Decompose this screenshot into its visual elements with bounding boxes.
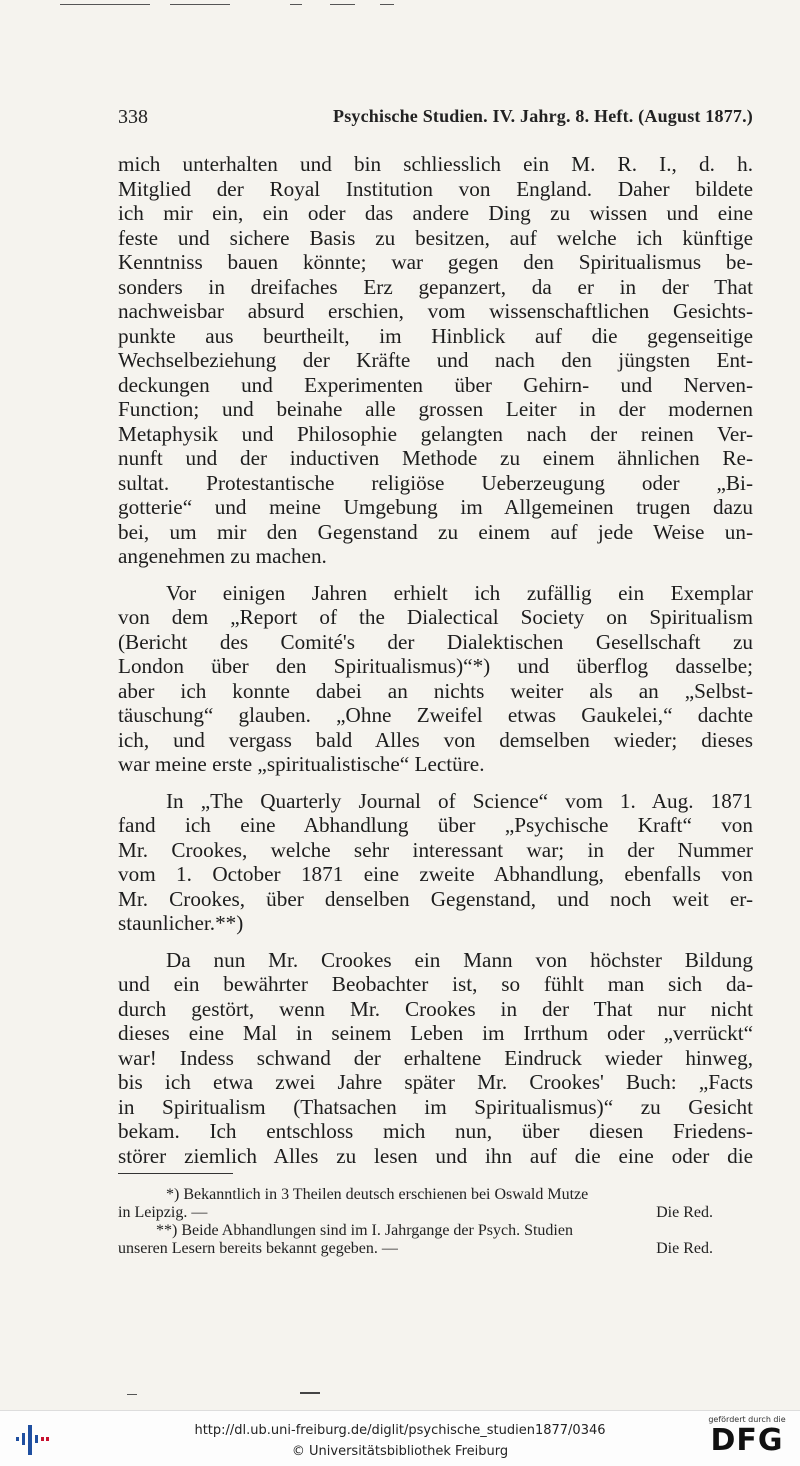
paragraph-4 xyxy=(118,948,753,1169)
text-line: feste und sichere Basis zu besitzen, auf welche ich künftige xyxy=(118,225,753,250)
text-line: täuschung“ glauben. „Ohne Zweifel etwas Gaukelei,“ dachte xyxy=(118,703,753,727)
text-line: ich, und vergass bald Alles von demselben wieder; dieses xyxy=(118,727,753,752)
text-line: in Spiritualism (Thatsachen im Spiritualismus)“ zu Gesicht xyxy=(118,1094,753,1119)
text-line: bei, um mir den Gegenstand zu einem auf jede Weise un- xyxy=(118,519,753,544)
text-line: von dem „Report of the Dialectical Society on Spiritualism xyxy=(118,605,753,629)
body-text xyxy=(118,152,753,1180)
footnote-1-line-2: in Leipzig. — Die Red. xyxy=(118,1204,753,1222)
footnote-rule xyxy=(118,1173,233,1174)
text-line: dieses eine Mal in seinem Leben im Irrthum oder „verrückt“ xyxy=(118,1021,753,1045)
text-line: punkte aus beurtheilt, im Hinblick auf die gegenseitige xyxy=(118,323,753,348)
text-line: bis ich etwa zwei Jahre später Mr. Crookes' Buch: „Facts xyxy=(118,1070,753,1094)
text-line: mich unterhalten und bin schliesslich ein M. R. I., d. h. xyxy=(118,152,753,176)
text-line: (Bericht des Comité's der Dialektischen Gesellschaft zu xyxy=(118,629,753,654)
text-line: Da nun Mr. Crookes ein Mann von höchster Bildung xyxy=(166,947,753,972)
text-line: Wechselbeziehung der Kräfte und nach den jüngsten Ent- xyxy=(118,348,753,372)
text-line: staunlicher.**) xyxy=(118,911,244,935)
paragraph-2 xyxy=(118,581,753,777)
text-line: nachweisbar absurd erschien, vom wissenschaftlichen Gesichts- xyxy=(118,299,753,323)
text-line: Metaphysik und Philosophie gelangten nach der reinen Ver- xyxy=(118,421,753,446)
footnote-1-line-1: *) Bekanntlich in 3 Theilen deutsch erschienen bei Oswald Mutze xyxy=(166,1186,589,1203)
text-line: angenehmen zu machen. xyxy=(118,544,327,568)
footnote-2-line-1: **) Beide Abhandlungen sind im I. Jahrgange der Psych. Studien xyxy=(156,1222,573,1239)
footnotes xyxy=(118,1186,753,1258)
footnote-2-line-2: unseren Lesern bereits bekannt gegeben. — Die Red. xyxy=(118,1240,753,1258)
text-line: fand ich eine Abhandlung über „Psychische Kraft“ von xyxy=(118,813,753,837)
permalink-url[interactable]: http://dl.ub.uni-freiburg.de/diglit/psychische_studien1877/0346 xyxy=(194,1423,606,1438)
copyright-notice: © Universitätsbibliothek Freiburg xyxy=(291,1444,509,1459)
paragraph-3 xyxy=(118,789,753,936)
text-line: war! Indess schwand der erhaltene Eindruck wieder hinweg, xyxy=(118,1045,753,1070)
text-line: gotterie“ und meine Umgebung im Allgemeinen trugen dazu xyxy=(118,495,753,519)
text-line: Vor einigen Jahren erhielt ich zufällig ein Exemplar xyxy=(166,580,753,605)
text-line: Mr. Crookes, welche sehr interessant war; in der Nummer xyxy=(118,837,753,862)
dfg-logo xyxy=(702,1415,792,1463)
text-line: störer ziemlich Alles zu lesen und ihn auf die eine oder die xyxy=(118,1143,753,1168)
bottom-scan-mark xyxy=(300,1392,320,1394)
running-header xyxy=(118,106,753,129)
text-line: In „The Quarterly Journal of Science“ vom 1. Aug. 1871 xyxy=(166,788,753,813)
dfg-caption: gefördert durch die xyxy=(708,1415,786,1424)
text-line: aber ich konnte dabei an nichts weiter als an „Selbst- xyxy=(118,678,753,703)
bottom-scan-mark xyxy=(127,1394,137,1395)
viewer-footer xyxy=(0,1410,800,1466)
text-line: Mitglied der Royal Institution von England. Daher bildete xyxy=(118,176,753,201)
dfg-wordmark: DFG xyxy=(710,1423,784,1458)
text-line: sonders in dreifaches Erz gepanzert, da er in der That xyxy=(118,274,753,299)
text-line: nunft und der inductiven Methode zu einem ähnlichen Re- xyxy=(118,446,753,470)
text-line: sultat. Protestantische religiöse Ueberzeugung oder „Bi- xyxy=(118,470,753,495)
text-line: bekam. Ich entschloss mich nun, über diesen Friedens- xyxy=(118,1119,753,1143)
page-number: 338 xyxy=(118,106,148,128)
journal-title: Psychische Studien. IV. Jahrg. 8. Heft. (August 1877.) xyxy=(333,106,753,126)
text-line: London über den Spiritualismus)“*) und überflog dasselbe; xyxy=(118,654,753,678)
text-line: ich mir ein, ein oder das andere Ding zu wissen und eine xyxy=(118,201,753,225)
text-line: Mr. Crookes, über denselben Gegenstand, und noch weit er- xyxy=(118,886,753,911)
text-line: Function; und beinahe alle grossen Leiter in der modernen xyxy=(118,397,753,421)
text-line: war meine erste „spiritualistische“ Lectüre. xyxy=(118,752,485,776)
paragraph-1 xyxy=(118,152,753,569)
text-line: durch gestört, wenn Mr. Crookes in der That nur nicht xyxy=(118,996,753,1021)
text-line: und ein bewährter Beobachter ist, so fühlt man sich da- xyxy=(118,972,753,996)
text-line: vom 1. October 1871 eine zweite Abhandlung, ebenfalls von xyxy=(118,862,753,886)
text-line: Kenntniss bauen könnte; war gegen den Spiritualismus be- xyxy=(118,250,753,274)
footnote-2-signature: Die Red. xyxy=(656,1240,713,1257)
text-line: deckungen und Experimenten über Gehirn- und Nerven- xyxy=(118,372,753,397)
top-scan-marks xyxy=(60,4,760,10)
footnote-1-signature: Die Red. xyxy=(656,1204,713,1221)
